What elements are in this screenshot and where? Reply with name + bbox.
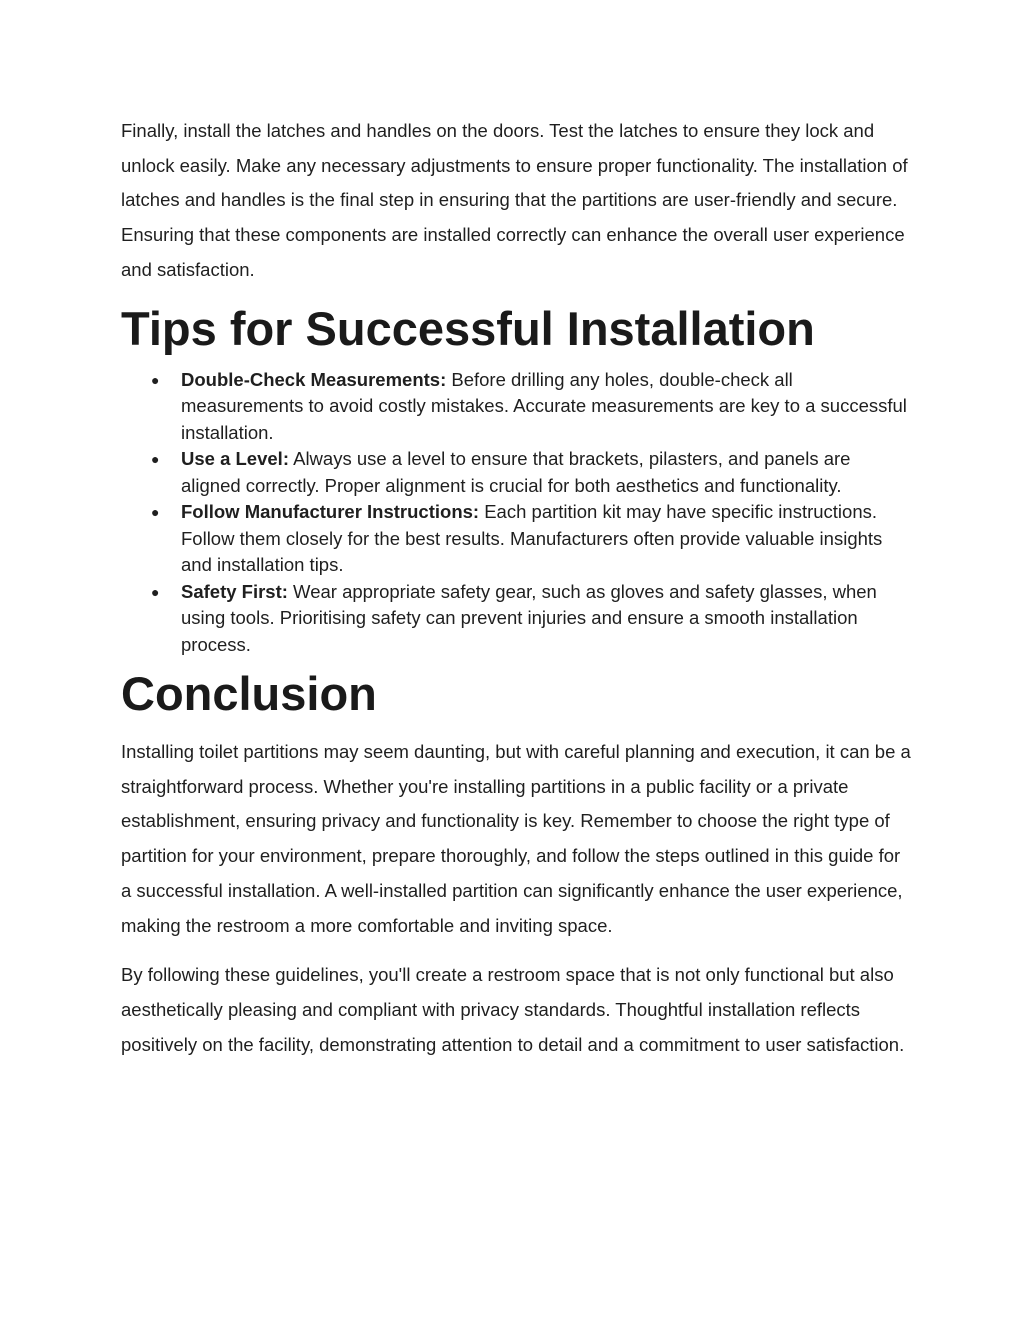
bullet-icon: ● [151,371,160,388]
tip-term: Follow Manufacturer Instructions: [181,501,480,523]
tip-term: Double-Check Measurements: [181,368,447,390]
bullet-icon: ● [151,451,160,468]
tip-term: Safety First: [181,580,288,602]
intro-paragraph: Finally, install the latches and handles on the doors. Test the latches to ensure they lock and unlock easily. Make any necessary adjustments to ensure proper functionality. The installation of latches and handles is the final step in ensuring that the partitions are user-friendly and secure. Ensuring that these components are installed correctly can enhance the overall user experience and satisfaction. [121,120,908,280]
conclusion-heading: Conclusion [121,667,377,721]
tips-list [121,367,911,659]
bullet-icon: ● [151,504,160,521]
tip-text: Before drilling any holes, double-check all measurements to avoid costly mistakes. Accurate measurements are key to a successful installation. [181,368,907,443]
tip-text: Wear appropriate safety gear, such as gloves and safety glasses, when using tools. Prioritising safety can prevent injuries and ensure a smooth installation process. [181,580,877,655]
document-page [121,114,911,1062]
tip-item [121,367,911,447]
tips-heading: Tips for Successful Installation [121,301,815,355]
tip-text: Always use a level to ensure that brackets, pilasters, and panels are aligned correctly. Proper alignment is crucial for both aesthetics and functionality. [181,448,851,496]
conclusion-paragraph: Installing toilet partitions may seem daunting, but with careful planning and execution, it can be a straightforward process. Whether you're installing partitions in a public facility or a private establishment, ensuring privacy and functionality is key. Remember to choose the right type of partition for your environment, prepare thoroughly, and follow the steps outlined in this guide for a successful installation. A well-installed partition can significantly enhance the user experience, making the restroom a more comfortable and inviting space. [121,741,911,936]
tip-item [121,499,911,579]
conclusion-paragraph: By following these guidelines, you'll create a restroom space that is not only functional but also aesthetically pleasing and compliant with privacy standards. Thoughtful installation reflects positively on the facility, demonstrating attention to detail and a commitment to user satisfaction. [121,964,905,1055]
tip-item [121,446,911,499]
tip-text: Each partition kit may have specific instructions. Follow them closely for the best results. Manufacturers often provide valuable insights and installation tips. [181,501,883,576]
tip-item [121,579,911,659]
tip-term: Use a Level: [181,448,289,470]
bullet-icon: ● [151,583,160,600]
